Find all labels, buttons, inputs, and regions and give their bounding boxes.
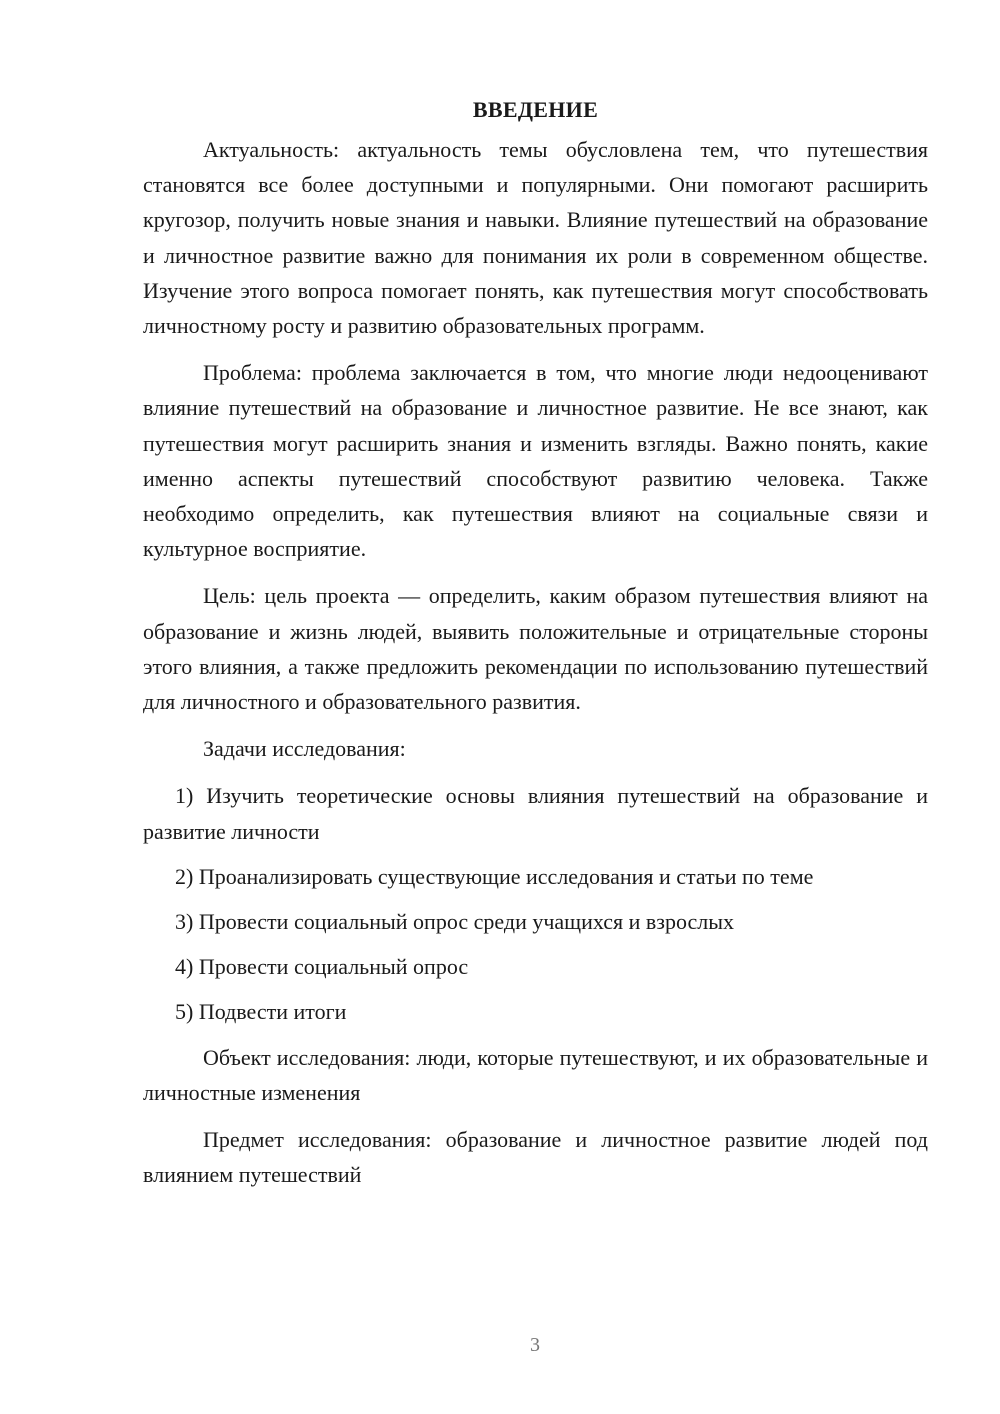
problem-paragraph: Проблема: проблема заключается в том, что многие люди недооценивают влияние путешествий на образование и личностное развитие. Не все знают, как путешествия могут расширить знания и изменить взгляды. Важно понять, какие именно аспекты путешествий способствуют развитию человека. Также необходимо определить, как путешествия влияют на социальные связи и культурное восприятие. [143,360,928,562]
task-item-4: 4) Провести социальный опрос [175,954,469,980]
task-item-3: 3) Провести социальный опрос среди учащихся и взрослых [175,909,735,935]
document-page [143,92,928,1204]
tasks-heading: Задачи исследования: [203,736,406,762]
relevance-paragraph: Актуальность: актуальность темы обусловлена тем, что путешествия становятся все более доступными и популярными. Они помогают расширить кругозор, получить новые знания и навыки. Влияние путешествий на образование и личностное развитие важно для понимания их роли в современном обществе. Изучение этого вопроса помогает понять, как путешествия могут способствовать личностному росту и развитию образовательных программ. [143,137,928,339]
subject-paragraph: Предмет исследования: образование и личностное развитие людей под влиянием путешествий [143,1127,928,1188]
object-paragraph: Объект исследования: люди, которые путешествуют, и их образовательные и личностные изменения [143,1044,928,1105]
task-item-5: 5) Подвести итоги [175,999,347,1025]
task-item-2: 2) Проанализировать существующие исследования и статьи по теме [175,863,814,889]
page-title: ВВЕДЕНИЕ [472,97,599,122]
page-number: 3 [530,1334,540,1356]
task-item-1: 1) Изучить теоретические основы влияния путешествий на образование и развитие личности [143,783,928,844]
goal-paragraph: Цель: цель проекта — определить, каким образом путешествия влияют на образование и жизнь людей, выявить положительные и отрицательные стороны этого влияния, а также предложить рекомендации по использованию путешествий для личностного и образовательного развития. [143,583,928,715]
